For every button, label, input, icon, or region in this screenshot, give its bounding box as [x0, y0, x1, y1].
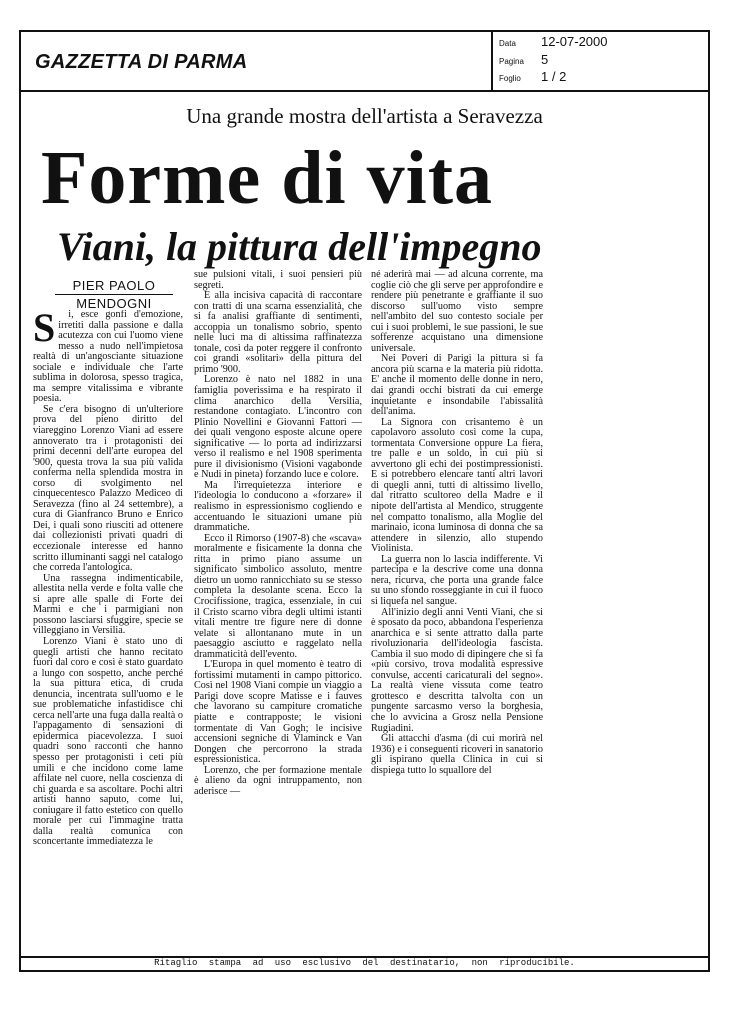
page-value: 5	[541, 52, 549, 67]
page-label: Pagina	[499, 57, 524, 66]
paragraph: Lorenzo, che per formazione mentale è alieno da ogni intruppamento, non aderisce —	[194, 764, 362, 797]
paragraph: Lorenzo Viani è stato uno di quegli artisti che hanno recitato fuori dal coro e così è stato guardato a lungo con sospetto, anche perché la sua pittura etica, di cruda denuncia, incentrata sull'uomo e le sue problematiche infastidisce chi cerca nell'arte una fuga dalla realtà o l'appagamento di sensazioni di epidermica piacevolezza. I suoi quadri sono racconti che hanno spesso per protagonisti i ceti più umili e che incidono come lame affilate nel cuore, nella coscienza di chi guarda e sa ascoltare. Pochi altri artisti hanno saputo, come lui, coniugare il fatto estetico con quello morale per cui l'immagine tratta dalla realtà comunica con sconcertante immediatezza le	[33, 635, 183, 848]
article-column-2	[194, 270, 362, 920]
clipping-frame	[19, 30, 710, 972]
paragraph: E alla incisiva capacità di raccontare con tratti di una scarna essenzialità, che si fa analisi graffiante di sentimenti, accoppia un tonalismo sobrio, spento nelle luci ma di altissima raffinatezza tonale, così da poter reggere il confronto coi grandi «solitari» della pittura del primo '900.	[194, 290, 362, 375]
paragraph: La Signora con crisantemo è un capolavoro assoluto così come la cupa, tormentata Conversione oppure La fiera, tre palle e un soldo, in cui più si avvertono gli echi dei postimpressionisti. E si potrebbero elencare tanti altri lavori di quegli anni, tutti di altissimo livello, dal ritratto scultoreo della Madre e il nipote dell'artista al Mendico, struggente nel compatto tonalismo, alla Moglie del marinaio, icona luminosa di donna che sa attendere in silenzio, allo stupendo Violinista.	[371, 416, 543, 555]
paragraph: Ecco il Rimorso (1907-8) che «scava» moralmente e fisicamente la donna che ritta in primo piano assume un significato simbolico assoluto, mentre dietro un uomo rannicchiato su se stesso completa la desolante scena. Ecco la Crocifissione, tragica, essenziale, in cui il Cristo scarno vibra degli ultimi istanti vitali mentre tre figure nere di donne velate si allontanano mute in un paesaggio asciutto e raggelato nella drammaticità dell'evento.	[194, 532, 362, 660]
author-first-name: PIER PAOLO	[72, 278, 156, 293]
article-subtitle: Viani, la pittura dell'impegno	[57, 224, 542, 269]
paragraph: L'Europa in quel momento è teatro di fortissimi mutamenti in campo pittorico. Così nel 1908 Viani compie un viaggio a Parigi dove scopre Matisse e i fauves che lavorano su campiture cromatiche piatte e contrapposte; le visioni tormentate di Van Gogh; le incisive accensioni segniche di Vlaminck e Van Dongen che percorrono la strada espressionistica.	[194, 659, 362, 766]
newspaper-masthead: GAZZETTA DI PARMA	[35, 51, 248, 73]
clipping-metadata	[491, 32, 710, 90]
paragraph: i, esce gonfi d'emozione, irretiti dalla passione e dalla acutezza con cui l'uomo viene messo a nudo nell'impietosa realtà di un'angosciante situazione sociale e individuale che l'arte sublima in dolorosa, spesso tragica, ma sempre vitalissima e vibrante poesia.	[33, 310, 183, 405]
paragraph: sue pulsioni vitali, i suoi pensieri più segreti.	[194, 270, 362, 291]
paragraph: Nei Poveri di Parigi la pittura si fa ancora più scarna e la materia più ridotta. E' anche il momento delle donne in nero, dai grandi occhi bistrati da cui emerge inquietante e insondabile l'abissalità dell'anima.	[371, 353, 543, 418]
sheet-label: Foglio	[499, 74, 521, 83]
paragraph: Gli attacchi d'asma (di cui morirà nel 1936) e i conseguenti ricoveri in sanatorio gli ispirano quella Clinica in cui si dispiega tutto lo squallore del	[371, 733, 543, 776]
clipping-header	[21, 32, 708, 92]
article-title: Forme di vita	[41, 136, 494, 220]
article-column-1	[33, 310, 183, 900]
paragraph: Una rassegna indimenticabile, allestita nella verde e folta valle che si apre alle spalle di Forte dei Marmi e che i parmigiani non possono lasciarsi sfuggire, specie se villeggiano in Versilia.	[33, 572, 183, 637]
sheet-value: 1 / 2	[541, 69, 567, 84]
date-value: 12-07-2000	[541, 34, 608, 49]
paragraph: All'inizio degli anni Venti Viani, che si è sposato da poco, abbandona l'esperienza anarchica e si sente attratto dalla parte rivoluzionaria dell'ideologia fascista. Cambia il suo modo di dipingere che si fa «più corsivo, trova modalità espressive convulse, accenti caricaturali del segno». La realtà viene vissuta come teatro grottesco e descritta talvolta con un pungente sarcasmo verso la borghesia, che lo avvicina a Grosz nella Pensione Rugiadini.	[371, 606, 543, 734]
article-column-3	[371, 270, 543, 920]
author-byline	[55, 279, 173, 310]
paragraph: Lorenzo è nato nel 1882 in una famiglia poverissima e ha respirato il clima anarchico della Versilia, restandone contagiato. L'incontro con Plinio Novellini e Giovanni Fattori — dei quali vengono esposte alcune opere significative — lo porta ad indirizzarsi verso il realismo e nel 1908 sperimenta pure il divisionismo (Visioni vagabonde e Nudi in pineta) forzando luce e colore.	[194, 374, 362, 481]
date-label: Data	[499, 39, 516, 48]
paragraph: Ma l'irrequietezza interiore e l'ideologia lo conducono a «forzare» il realismo in espressionismo cogliendo e accentuando le situazioni umane più drammatiche.	[194, 479, 362, 534]
author-last-name: MENDOGNI	[76, 296, 152, 311]
byline-rule	[55, 294, 173, 295]
paragraph: La guerra non lo lascia indifferente. Vi partecipa e la descrive come una donna nera, ricurva, che porta una grande falce su uno sfondo rosseggiante in cui il fuoco si liquefa nel sangue.	[371, 553, 543, 607]
paragraph: Se c'era bisogno di un'ulteriore prova del pieno diritto del viareggino Lorenzo Viani ad essere annoverato tra i protagonisti dei primi decenni dell'arte europea del '900, questa trova la sua più valida conferma nella splendida mostra in corso di svolgimento nel cinquecentesco Palazzo Mediceo di Seravezza (fino al 24 settembre), a cura di Gianfranco Bruno e Enrico Dei, i quali sono riusciti ad ottenere dai collezionisti privati quadri di eccezionale interesse ed hanno scritto illuminanti saggi nel catalogo che correda l'antologica.	[33, 403, 183, 574]
article-kicker: Una grande mostra dell'artista a Seravezza	[186, 104, 543, 128]
paragraph: né aderirà mai — ad alcuna corrente, ma coglie ciò che gli serve per approfondire e rendere più penetrante e graffiante il suo discorso sull'uomo visto sempre nell'ambito del suo contesto sociale per cui i suoi problemi, le sue passioni, le sue sofferenze acquistano una dimensione universale.	[371, 270, 543, 354]
reproduction-notice: Ritaglio stampa ad uso esclusivo del destinatario, non riproducibile.	[21, 956, 708, 970]
drop-cap: S	[33, 310, 56, 350]
